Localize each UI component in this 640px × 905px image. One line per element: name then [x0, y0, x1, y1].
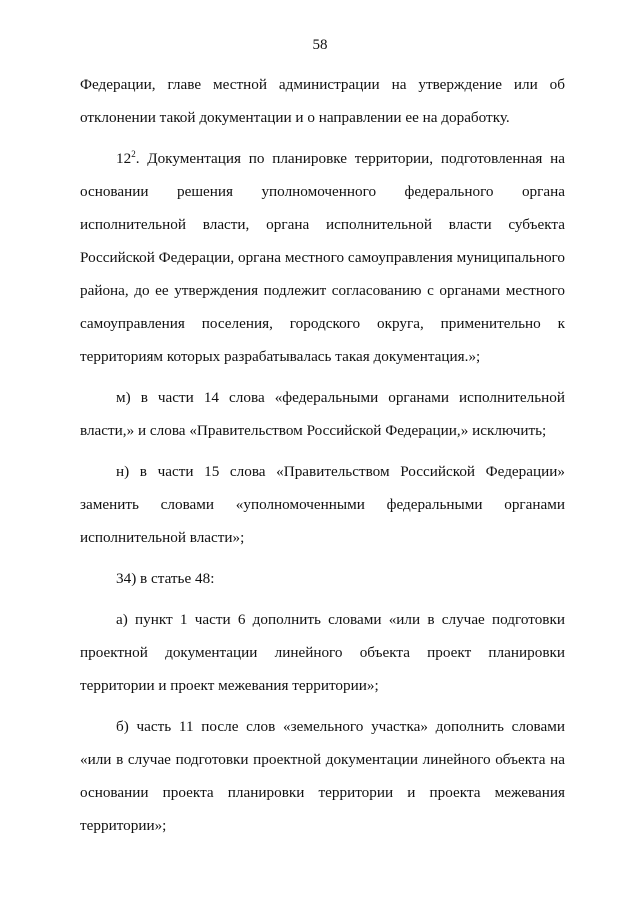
text-line: территориям которых разрабатывалась такая документация.»;	[80, 348, 481, 365]
text-line: исполнительной власти»;	[80, 529, 245, 546]
text-line: территории»;	[80, 817, 167, 834]
text-line: власти,» и слова «Правительством Российской Федерации,» исключить;	[80, 422, 547, 439]
text-line: 34) в статье 48:	[116, 570, 215, 587]
text-line: проектной документации линейного объекта проект планировки	[80, 644, 565, 661]
document-body	[80, 68, 565, 842]
text-line: Российской Федерации, органа местного самоуправления муниципального	[80, 249, 565, 266]
text-line: заменить словами «уполномоченными федеральными органами	[80, 496, 565, 513]
text-line: территории и проект межевания территории»;	[80, 677, 379, 694]
text-fragment: . Документация по планировке территории, подготовленная на	[135, 150, 565, 167]
text-line: «или в случае подготовки проектной документации линейного объекта на	[80, 751, 565, 768]
item-number: 12	[116, 150, 132, 167]
text-line: м) в части 14 слова «федеральными органами исполнительной	[116, 389, 565, 406]
text-line: отклонении такой документации и о направлении ее на доработку.	[80, 109, 510, 126]
text-line: Федерации, главе местной администрации на утверждение или об	[80, 76, 565, 93]
text-line: исполнительной власти, органа исполнительной власти субъекта	[80, 216, 565, 233]
text-line: н) в части 15 слова «Правительством Российской Федерации»	[116, 463, 565, 480]
text-line: б) часть 11 после слов «земельного участка» дополнить словами	[116, 718, 565, 735]
text-line: а) пункт 1 части 6 дополнить словами «или в случае подготовки	[116, 611, 565, 628]
page-number: 58	[312, 37, 328, 53]
paragraph-12-2-first-line	[80, 142, 565, 175]
text-line: основании проекта планировки территории и проекта межевания	[80, 784, 565, 801]
text-line: района, до ее утверждения подлежит согласованию с органами местного	[80, 282, 565, 299]
text-line: самоуправления поселения, городского округа, применительно к	[80, 315, 565, 332]
superscript: 2	[131, 149, 136, 159]
text-line: основании решения уполномоченного федерального органа	[80, 183, 565, 200]
